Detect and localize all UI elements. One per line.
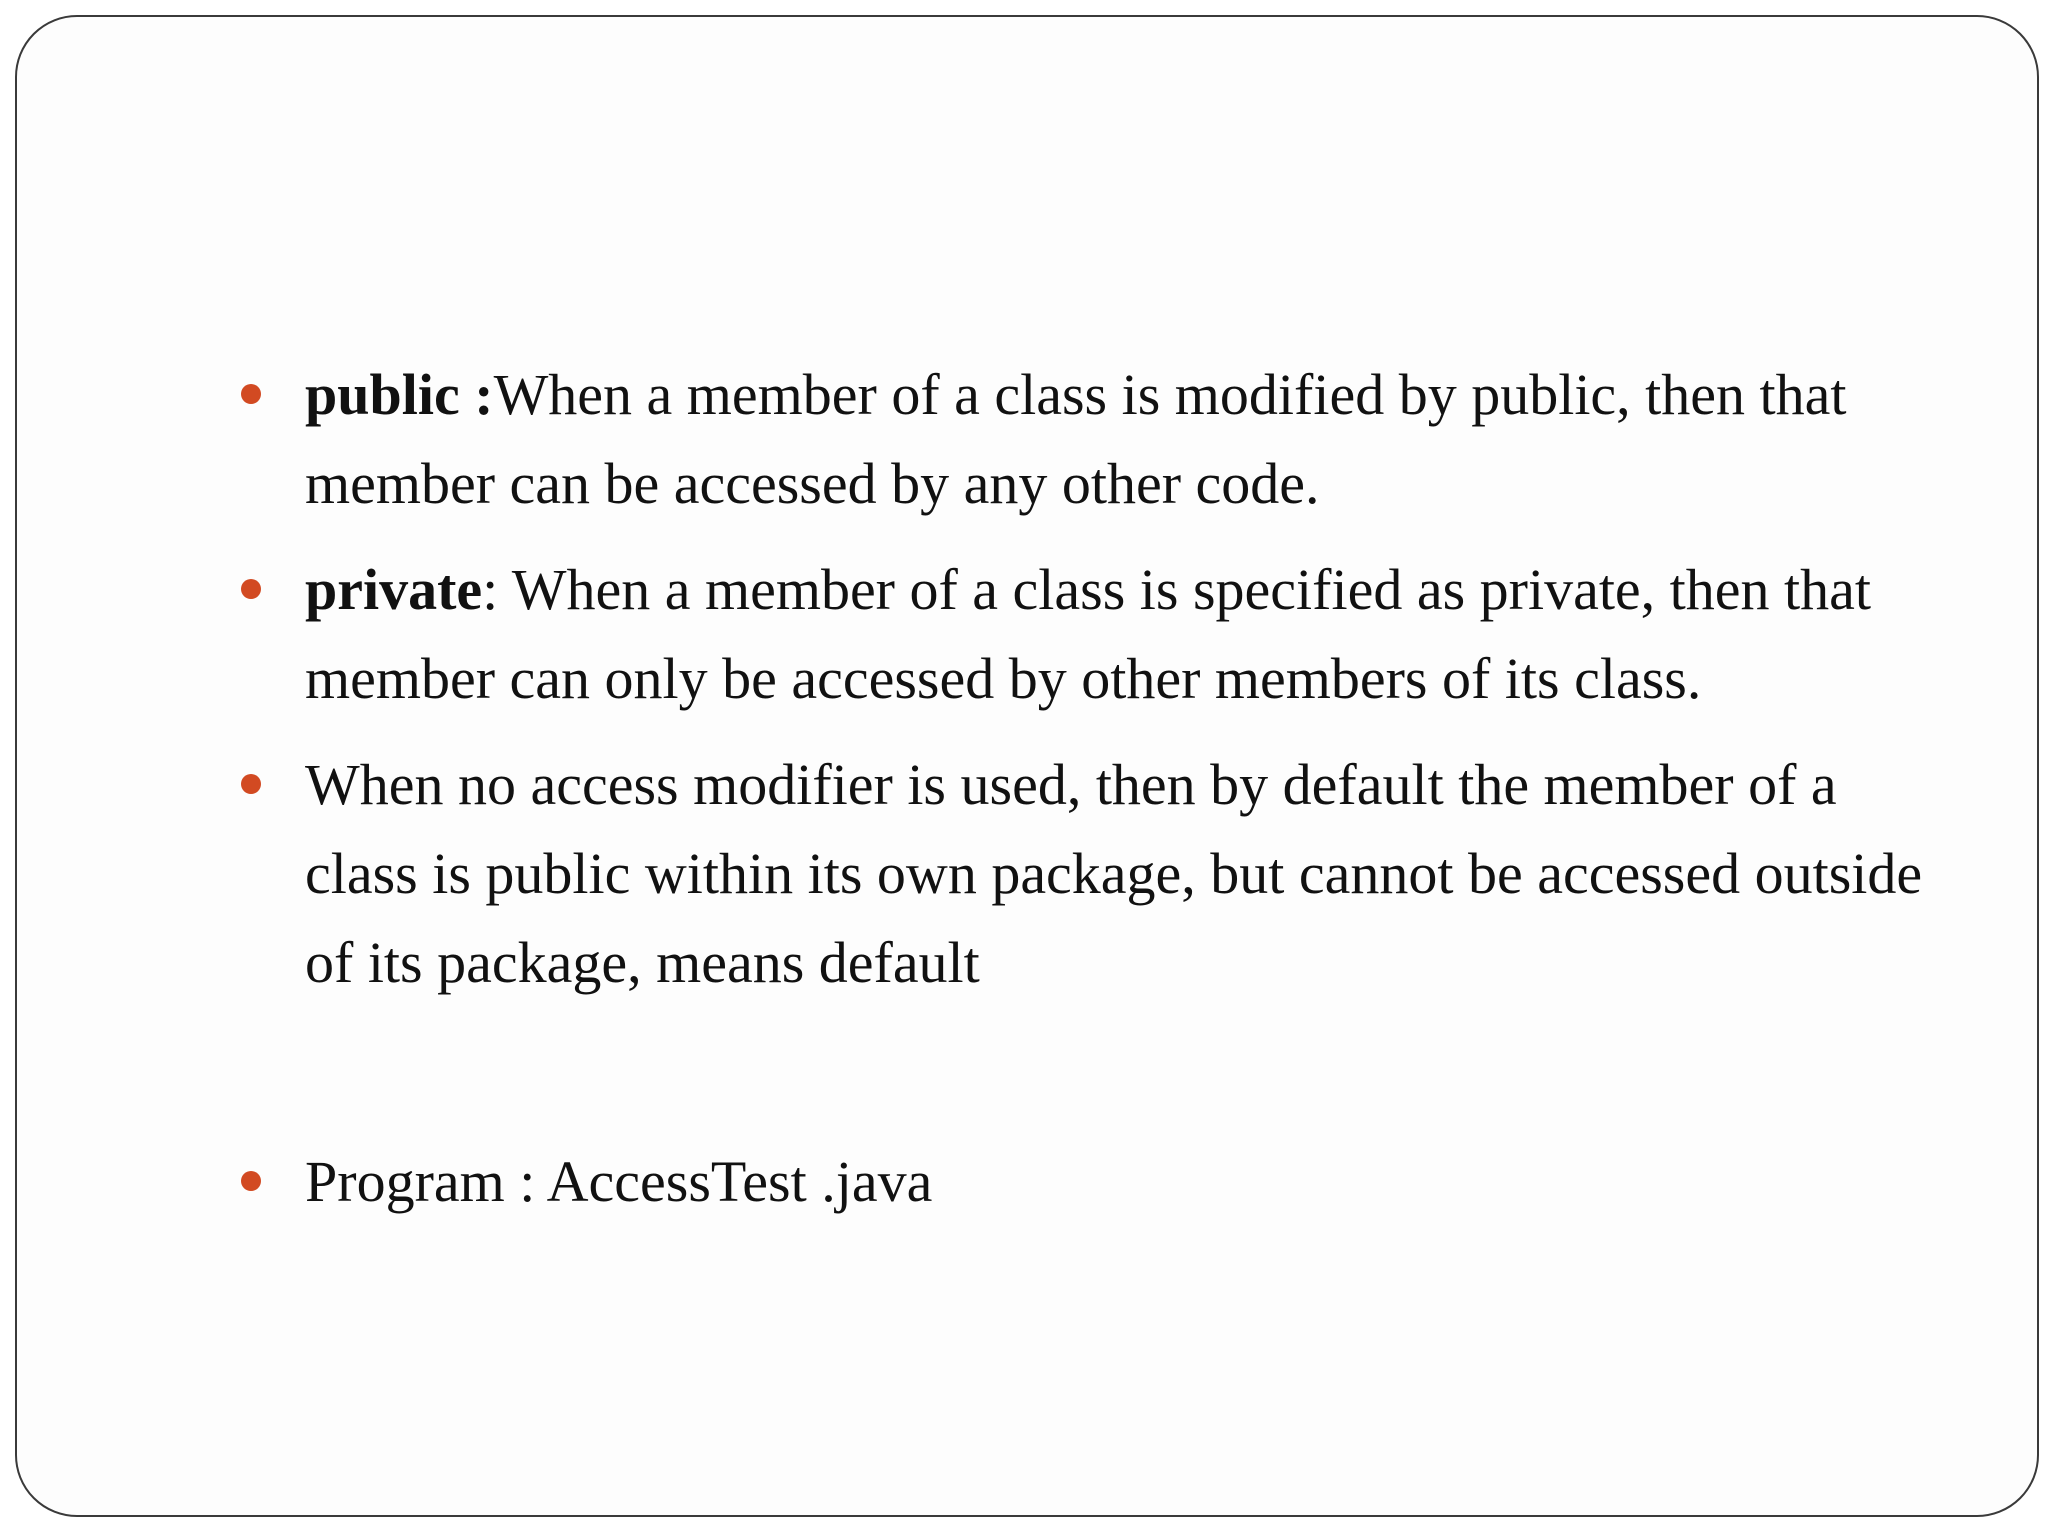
bullet-text-program: Program : AccessTest .java — [305, 1149, 933, 1214]
bullet-item-default — [235, 740, 1935, 1007]
bullet-dot-icon — [241, 1171, 261, 1191]
bullet-item-private — [235, 545, 1935, 723]
bullet-dot-icon — [241, 579, 261, 599]
bullet-item-program — [235, 1137, 1935, 1226]
bullet-item-public — [235, 350, 1935, 528]
slide-frame — [15, 15, 2039, 1517]
bullet-dot-icon — [241, 774, 261, 794]
bullet-dot-icon — [241, 384, 261, 404]
bullet-text-default: When no access modifier is used, then by default the member of a class is public within its own package, but cannot be accessed outside of its package, means default — [305, 752, 1923, 995]
bullet-term-private: private — [305, 557, 483, 622]
bullet-list — [235, 350, 1935, 1243]
bullet-text-private: : When a member of a class is specified as private, then that member can only be accessed by other members of its class. — [305, 557, 1871, 711]
bullet-term-public: public : — [305, 362, 494, 427]
bullet-text-public: When a member of a class is modified by public, then that member can be accessed by any other code. — [305, 362, 1847, 516]
